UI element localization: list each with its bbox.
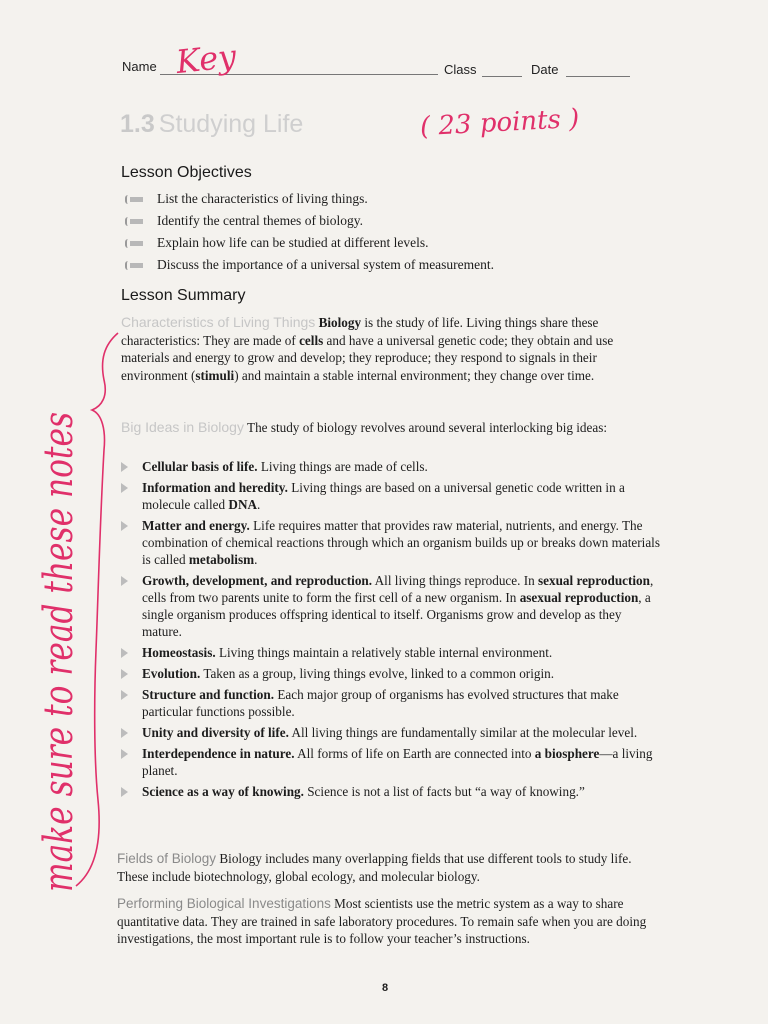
name-handwritten: Key bbox=[174, 36, 238, 82]
item-text: Living things are made of cells. bbox=[257, 459, 428, 474]
fields-head: Fields of Biology bbox=[117, 851, 217, 866]
item-text: All living things reproduce. In bbox=[372, 573, 538, 588]
biology-term: Biology bbox=[318, 315, 362, 330]
item-bold: metabolism bbox=[188, 552, 255, 567]
item-term: Structure and function. bbox=[142, 687, 275, 702]
item-text: Life requires matter that provides raw material, nutrients, and energy. The combination of chemical reactions through which an organism builds up or breaks down materials is called bbox=[142, 518, 660, 567]
objective-text: Discuss the importance of a universal system of measurement. bbox=[157, 257, 495, 272]
class-label: Class bbox=[444, 62, 477, 77]
item-text: Living things are based on a universal genetic code written in a molecule called bbox=[142, 480, 625, 512]
para-text: and have a universal genetic code; they obtain and use materials and energy to grow and develop; they reproduce; they respond to signals in their environment ( bbox=[121, 332, 614, 383]
item-text: —a living planet. bbox=[142, 746, 653, 778]
item-term: Matter and energy. bbox=[142, 518, 250, 533]
page-number: 8 bbox=[382, 982, 389, 994]
investigations-head: Performing Biological Investigations bbox=[117, 896, 331, 911]
item-text: Science is not a list of facts but “a way of knowing.” bbox=[303, 784, 585, 799]
para-text: Most scientists use the metric system as a way to share quantitative data. They are trained in safe laboratory procedures. To remain safe when you are doing investigations, the most important rule is to follow your teacher’s instructions. bbox=[117, 896, 647, 946]
para-text: ) and maintain a stable internal environment; they change over time. bbox=[234, 367, 595, 383]
item-text: , cells from two parents unite to form the first cell of a new organism. In bbox=[142, 573, 654, 605]
objective-text: Explain how life can be studied at different levels. bbox=[157, 235, 429, 250]
item-text: All living things are fundamentally similar at the molecular level. bbox=[288, 725, 638, 740]
characteristics-head: Characteristics of Living Things bbox=[121, 314, 316, 330]
item-bold: sexual reproduction bbox=[538, 573, 650, 588]
item-term: Growth, development, and reproduction. bbox=[142, 573, 373, 588]
item-term: Cellular basis of life. bbox=[142, 459, 258, 474]
item-text: All forms of life on Earth are connected into bbox=[294, 746, 535, 761]
item-text: . bbox=[257, 497, 261, 512]
objectives-heading: Lesson Objectives bbox=[121, 164, 252, 181]
title-text: Studying Life bbox=[158, 110, 304, 138]
item-text: , a single organism produces offspring identical to itself. Organisms grow and develop as they mature. bbox=[142, 590, 651, 639]
item-text: . bbox=[254, 552, 258, 567]
big-ideas-head: Big Ideas in Biology bbox=[121, 419, 244, 435]
title-number: 1.3 bbox=[120, 110, 155, 138]
objective-text: List the characteristics of living things. bbox=[157, 191, 368, 206]
item-bold: a biosphere bbox=[534, 746, 600, 761]
name-label: Name bbox=[122, 59, 157, 74]
item-term: Science as a way of knowing. bbox=[142, 784, 304, 799]
item-text: Taken as a group, living things evolve, linked to a common origin. bbox=[200, 666, 555, 681]
item-text: Living things maintain a relatively stable internal environment. bbox=[215, 645, 553, 660]
item-bold: DNA bbox=[228, 497, 257, 512]
summary-heading: Lesson Summary bbox=[121, 287, 246, 304]
margin-note: make sure to read these notes bbox=[36, 277, 82, 892]
item-term: Information and heredity. bbox=[142, 480, 288, 495]
para-text: Biology includes many overlapping fields that use different tools to study life. These include biotechnology, global ecology, and molecular biology. bbox=[117, 851, 632, 884]
margin-bracket-path bbox=[76, 333, 118, 886]
points-annotation: ( 23 points ) bbox=[419, 103, 581, 143]
item-term: Unity and diversity of life. bbox=[142, 725, 289, 740]
item-bold: asexual reproduction bbox=[519, 590, 639, 605]
item-term: Evolution. bbox=[142, 666, 201, 681]
item-text: Each major group of organisms has evolved structures that make particular functions possible. bbox=[142, 687, 619, 719]
para-text: is the study of life. Living things share these characteristics: They are made of bbox=[121, 315, 599, 348]
objective-text: Identify the central themes of biology. bbox=[157, 213, 364, 228]
item-term: Homeostasis. bbox=[142, 645, 216, 660]
date-label: Date bbox=[531, 62, 559, 77]
para-text: The study of biology revolves around several interlocking big ideas: bbox=[243, 420, 608, 435]
item-term: Interdependence in nature. bbox=[142, 746, 295, 761]
cells-term: cells bbox=[299, 332, 324, 348]
stimuli-term: stimuli bbox=[195, 367, 235, 383]
